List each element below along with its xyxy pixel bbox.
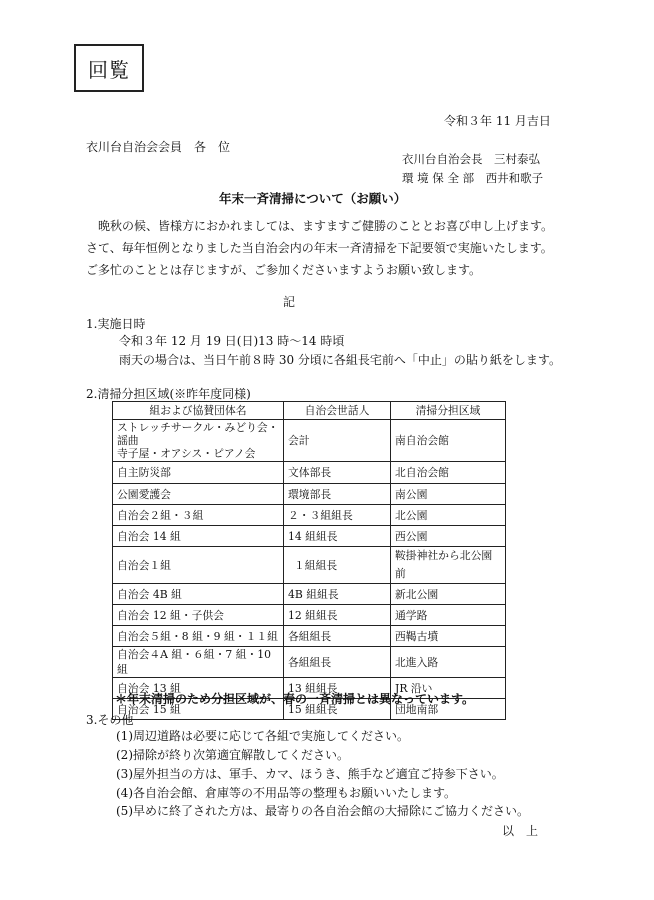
group-cell: 公園愛護会 (113, 484, 284, 505)
table-row (113, 462, 506, 484)
event-datetime: 令和３年 12 月 19 日(日)13 時～14 時頃 (119, 334, 345, 348)
other-item: (5)早めに終了された方は、最寄りの各自治会館の大掃除にご協力ください。 (116, 804, 530, 818)
area-cell: 北公園 (391, 505, 506, 526)
column-header: 自治会世話人 (284, 402, 391, 420)
sender-dept: 環 境 保 全 部 西井和歌子 (402, 171, 544, 185)
area-cell: 南自治会館 (391, 420, 506, 462)
person-cell: ２・３組組長 (284, 505, 391, 526)
person-cell: 文体部長 (284, 462, 391, 484)
rain-notice: 雨天の場合は、当日午前８時 30 分頃に各組長宅前へ「中止」の貼り紙をします。 (119, 353, 561, 367)
table-row (113, 547, 506, 584)
group-cell: 自治会 13 組 (113, 678, 284, 699)
area-cell: 新北公園 (391, 584, 506, 605)
table-row (113, 626, 506, 647)
area-cell: 西鞨古墳 (391, 626, 506, 647)
person-cell: 各組組長 (284, 626, 391, 647)
table-header-row (113, 402, 506, 420)
person-cell: 12 組組長 (284, 605, 391, 626)
group-line: 謡曲 (117, 434, 139, 447)
page-title: 年末一斉清掃について（お願い） (219, 191, 407, 206)
group-line: ストレッチサークル・みどり会・ (117, 421, 279, 434)
group-cell: 自治会 15 組 (113, 699, 284, 720)
area-cell: 西公園 (391, 526, 506, 547)
group-cell: 自治会５組・8 組・9 組・１１組 (113, 626, 284, 647)
group-cell: 自治会 14 組 (113, 526, 284, 547)
group-line: 寺子屋・オアシス・ピアノ会 (117, 447, 256, 460)
section2-heading: 2.清掃分担区域(※昨年度同様) (86, 387, 251, 401)
ki-heading: 記 (283, 295, 296, 309)
greeting-line: 晩秋の候、皆様方におかれましては、ますますご健勝のこととお喜び申し上げます。 (98, 219, 554, 233)
person-cell: 4B 組組長 (284, 584, 391, 605)
group-cell: 自治会 12 組・子供会 (113, 605, 284, 626)
table-row (113, 605, 506, 626)
other-item: (3)屋外担当の方は、軍手、カマ、ほうき、熊手など適宜ご持参下さい。 (116, 767, 504, 781)
table-row (113, 420, 506, 462)
table-row (113, 505, 506, 526)
recipient: 衣川台自治会会員 各 位 (86, 140, 231, 154)
table-row (113, 484, 506, 505)
area-cell: 南公園 (391, 484, 506, 505)
greeting-line: さて、毎年恒例となりました当自治会内の年末一斉清掃を下記要領で実施いたします。 (86, 241, 553, 255)
column-header: 清掃分担区域 (391, 402, 506, 420)
closing-text: 以 上 (502, 824, 539, 838)
area-cell: JR 沿い (391, 678, 506, 699)
section1-heading: 1.実施日時 (86, 317, 146, 331)
section3-heading: 3.その他 (86, 713, 134, 727)
area-cell (391, 547, 506, 584)
person-cell: 各組組長 (284, 647, 391, 678)
area-cell: 北進入路 (391, 647, 506, 678)
area-cell: 通学路 (391, 605, 506, 626)
other-item: (4)各自治会館、倉庫等の不用品等の整理もお願いいたします。 (116, 786, 457, 800)
person-cell: １組組長 (284, 547, 391, 584)
other-item: (1)周辺道路は必要に応じて各組で実施してください。 (116, 729, 410, 743)
area-line: 前 (395, 567, 406, 580)
table-row (113, 584, 506, 605)
person-cell: 15 組組長 (284, 699, 391, 720)
area-cell: 北自治会館 (391, 462, 506, 484)
table-row (113, 647, 506, 678)
group-cell: 自治会４A 組・６組・7 組・10 組 (113, 647, 284, 678)
group-cell: 自治会２組・３組 (113, 505, 284, 526)
group-cell: 自主防災部 (113, 462, 284, 484)
kairan-stamp: 回覧 (74, 44, 144, 92)
greeting-line: ご多忙のこととは存じますが、ご参加くださいますようお願い致します。 (86, 263, 482, 277)
person-cell: 会計 (284, 420, 391, 462)
column-header: 組および協賛団体名 (113, 402, 284, 420)
area-line: 鞍掛神社から北公園 (395, 549, 493, 562)
area-cell: 団地南部 (391, 699, 506, 720)
group-cell (113, 420, 284, 462)
issue-date: 令和３年 11 月吉日 (444, 114, 551, 128)
person-cell: 13 組組長 (284, 678, 391, 699)
assignment-table (112, 401, 506, 720)
table-row (113, 526, 506, 547)
group-cell: 自治会 4B 組 (113, 584, 284, 605)
person-cell: 環境部長 (284, 484, 391, 505)
person-cell: 14 組組長 (284, 526, 391, 547)
table-note: ＊年末清掃のため分担区域が、春の一斉清掃とは異なっています。 (115, 692, 475, 706)
group-cell: 自治会１組 (113, 547, 284, 584)
sender-chair: 衣川台自治会長 三村泰弘 (402, 152, 540, 166)
other-item: (2)掃除が終り次第適宜解散してください。 (116, 748, 349, 762)
